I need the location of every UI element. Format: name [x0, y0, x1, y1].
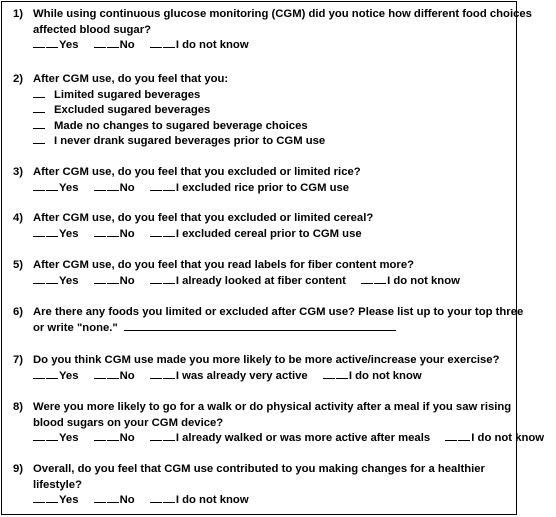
option-yes[interactable]: Yes [33, 493, 78, 509]
question-number: 5) [13, 259, 24, 271]
option-do-not-know[interactable]: I do not know [323, 369, 422, 385]
option-excluded-prior[interactable]: I excluded cereal prior to CGM use [150, 227, 362, 243]
option-excluded-sugared[interactable]: Excluded sugared beverages [33, 103, 325, 119]
option-already-looked[interactable]: I already looked at fiber content [150, 274, 346, 290]
answer-options [33, 369, 499, 385]
answer-options [33, 181, 361, 197]
question-text: or write "none." [33, 321, 118, 334]
answer-options [33, 431, 556, 447]
question-number: 6) [13, 306, 24, 318]
option-yes[interactable]: Yes [33, 181, 78, 197]
option-no[interactable]: No [94, 431, 135, 447]
question-text: Are there any foods you limited or excluded after CGM use? Please list up to your top three [33, 306, 524, 318]
question-text: blood sugars on your CGM device? [33, 416, 224, 429]
option-do-not-know[interactable]: I do not know [150, 493, 249, 509]
option-yes[interactable]: Yes [33, 38, 78, 54]
option-excluded-prior[interactable]: I excluded rice prior to CGM use [150, 181, 349, 197]
option-no[interactable]: No [94, 181, 135, 197]
question-text: After CGM use, do you feel that you excluded or limited rice? [33, 166, 361, 178]
option-yes[interactable]: Yes [33, 274, 78, 290]
answer-options [33, 274, 472, 290]
question-number: 4) [13, 212, 24, 224]
question-number: 1) [13, 8, 24, 20]
question-number: 2) [13, 73, 24, 85]
question-number: 9) [13, 463, 24, 475]
question-text: After CGM use, do you feel that you read labels for fiber content more? [33, 259, 415, 271]
answer-options [33, 227, 374, 243]
question-text: affected blood sugar? [33, 23, 151, 36]
option-already-active[interactable]: I was already very active [150, 369, 308, 385]
questionnaire-frame [1, 1, 545, 515]
option-yes[interactable]: Yes [33, 227, 78, 243]
write-in-field[interactable] [124, 329, 396, 331]
answer-options [33, 493, 485, 509]
option-never-drank[interactable]: I never drank sugared beverages prior to CGM use [33, 134, 325, 150]
question-text: Overall, do you feel that CGM use contributed to you making changes for a healthier [33, 463, 485, 475]
question-number: 7) [13, 354, 24, 366]
answer-options [33, 38, 532, 54]
option-yes[interactable]: Yes [33, 369, 78, 385]
question-text: lifestyle? [33, 478, 82, 491]
option-do-not-know[interactable]: I do not know [150, 38, 249, 54]
question-text: After CGM use, do you feel that you excluded or limited cereal? [33, 212, 374, 224]
question-text: While using continuous glucose monitoring (CGM) did you notice how different food choices [33, 8, 532, 20]
question-text: Were you more likely to go for a walk or do physical activity after a meal if you saw rising [33, 401, 512, 413]
question-number: 8) [13, 401, 24, 413]
question-text: Do you think CGM use made you more likely to be more active/increase your exercise? [33, 354, 500, 366]
option-no[interactable]: No [94, 493, 135, 509]
option-no-changes[interactable]: Made no changes to sugared beverage choices [33, 119, 325, 135]
question-text: After CGM use, do you feel that you: [33, 73, 229, 85]
question-number: 3) [13, 166, 24, 178]
option-no[interactable]: No [94, 38, 135, 54]
option-do-not-know[interactable]: I do not know [445, 431, 544, 447]
option-no[interactable]: No [94, 274, 135, 290]
option-do-not-know[interactable]: I do not know [361, 274, 460, 290]
option-no[interactable]: No [94, 369, 135, 385]
option-yes[interactable]: Yes [33, 431, 78, 447]
option-already-walked[interactable]: I already walked or was more active after meals [150, 431, 430, 447]
option-no[interactable]: No [94, 227, 135, 243]
option-limited-sugared[interactable]: Limited sugared beverages [33, 88, 325, 104]
